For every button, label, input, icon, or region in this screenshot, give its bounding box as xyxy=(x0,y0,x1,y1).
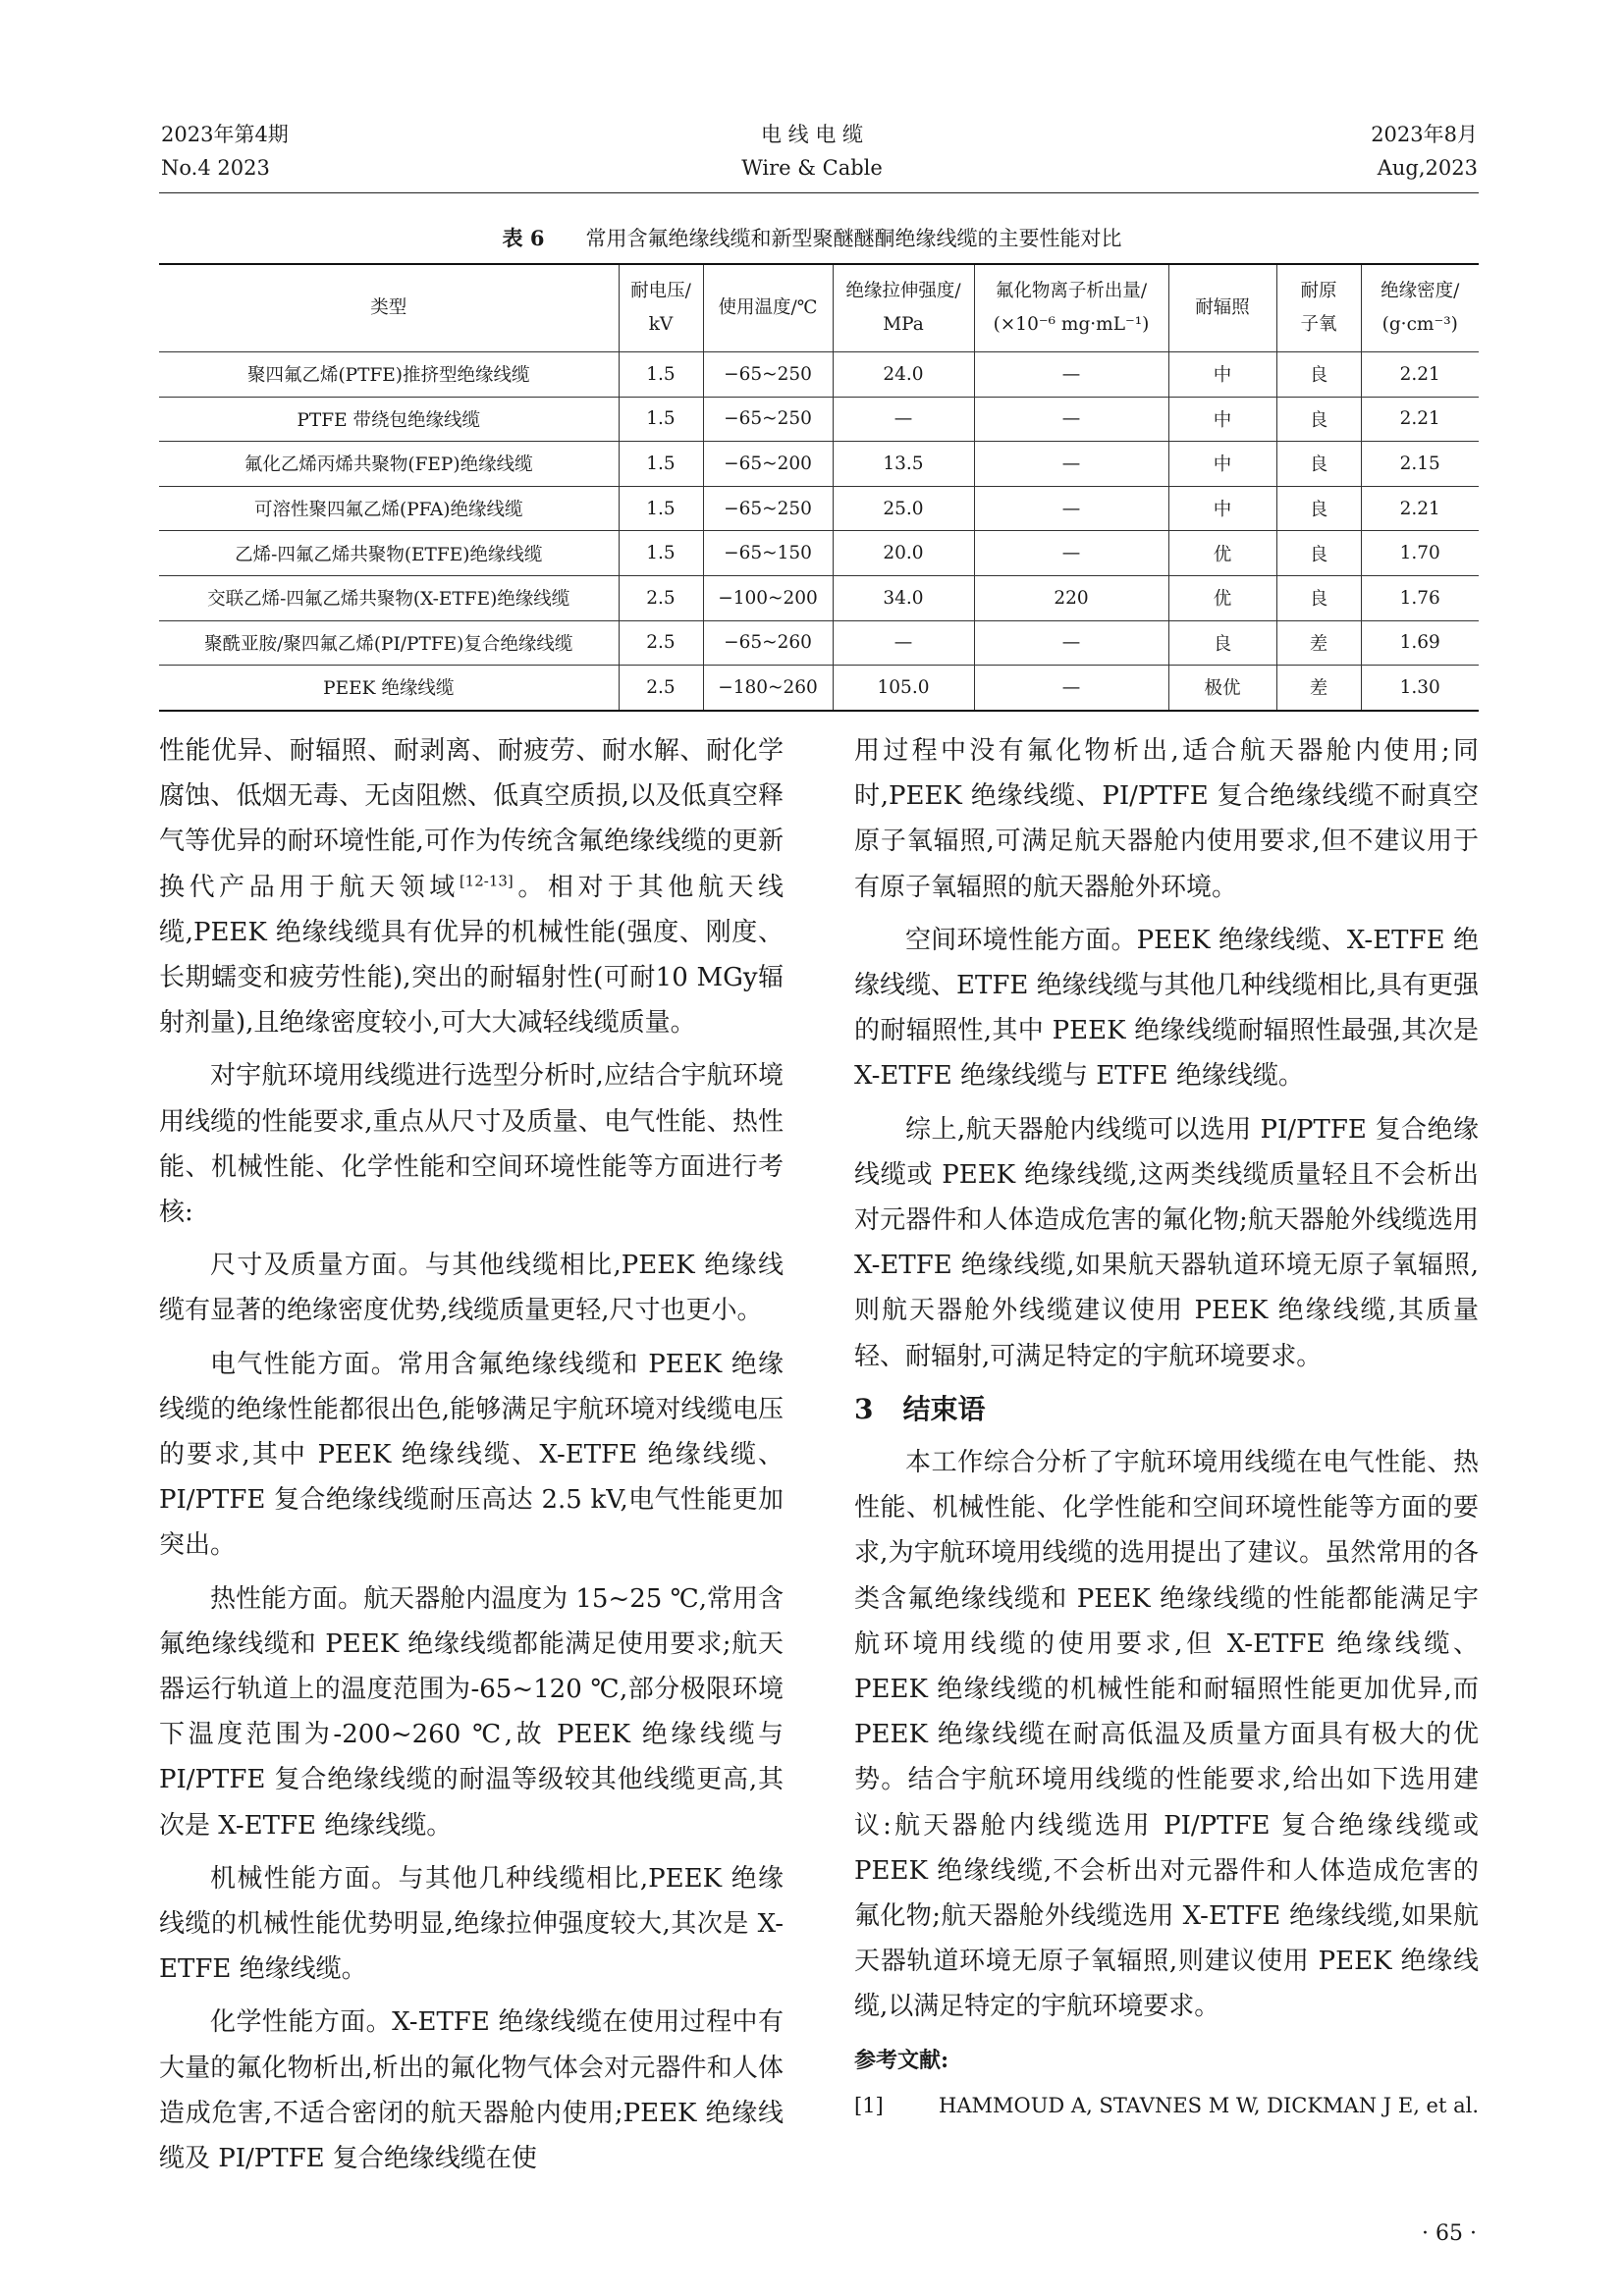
header-type: 类型 xyxy=(159,264,619,352)
cell-density: 1.69 xyxy=(1361,620,1479,666)
cell-radiation: 中 xyxy=(1168,397,1276,442)
cell-type: 乙烯-四氟乙烯共聚物(ETFE)绝缘线缆 xyxy=(159,531,619,576)
cell-type: 可溶性聚四氟乙烯(PFA)绝缘线缆 xyxy=(159,486,619,531)
reference-text: HAMMOUD A, STAVNES M W, DICKMAN J E, et al. xyxy=(939,2093,1479,2117)
paragraph: 化学性能方面。X-ETFE 绝缘线缆在使用过程中有大量的氟化物析出,析出的氟化物气体会对元器件和人体造成危害,不适合密闭的航天器舱内使用;PEEK 绝缘线缆及 PI/PTFE 复合绝缘线缆在使 xyxy=(159,2007,784,2174)
cell-voltage: 2.5 xyxy=(619,666,703,711)
cell-tensile: 24.0 xyxy=(833,352,974,398)
cell-fluoride: — xyxy=(974,486,1168,531)
cell-fluoride: — xyxy=(974,397,1168,442)
paragraph: 对宇航环境用线缆进行选型分析时,应结合宇航环境用线缆的性能要求,重点从尺寸及质量、电气性能、热性能、机械性能、化学性能和空间环境性能等方面进行考核: xyxy=(159,1061,784,1228)
paragraph: 本工作综合分析了宇航环境用线缆在电气性能、热性能、机械性能、化学性能和空间环境性能等方面的要求,为宇航环境用线缆的选用提出了建议。虽然常用的各类含氟绝缘线缆和 PEEK 绝缘线缆的性能都能满足宇航环境用线缆的使用要求,但 X-ETFE 绝缘线缆、PEEK 绝缘线缆的机械性能和耐辐照性能更加优异,而 PEEK 绝缘线缆在耐高低温及质量方面具有极大的优势。结合宇航环境用线缆的性能要求,给出如下选用建议:航天器舱内线缆选用 PI/PTFE 复合绝缘线缆或 PEEK 绝缘线缆,不会析出对元器件和人体造成危害的氟化物;航天器舱外线缆选用 X-ETFE 绝缘线缆,如果航天器轨道环境无原子氧辐照,则建议使用 PEEK 绝缘线缆,以满足特定的宇航环境要求。 xyxy=(854,1448,1479,2022)
reference-item xyxy=(854,2091,1479,2120)
cell-temperature: −65~200 xyxy=(703,442,833,487)
header-atomic-oxygen: 耐原 子氧 xyxy=(1276,264,1361,352)
cell-temperature: −180~260 xyxy=(703,666,833,711)
cell-voltage: 1.5 xyxy=(619,442,703,487)
journal-name-en: Wire & Cable xyxy=(741,156,883,180)
journal-date-cn: 2023年8月 xyxy=(1371,123,1478,146)
cell-radiation: 优 xyxy=(1168,575,1276,620)
right-column xyxy=(854,728,1479,2128)
cell-type: 交联乙烯-四氟乙烯共聚物(X-ETFE)绝缘线缆 xyxy=(159,575,619,620)
cell-atomic-oxygen: 良 xyxy=(1276,575,1361,620)
reference-number: [1] xyxy=(854,2093,884,2117)
cell-atomic-oxygen: 良 xyxy=(1276,352,1361,398)
cell-voltage: 1.5 xyxy=(619,352,703,398)
cell-density: 2.21 xyxy=(1361,352,1479,398)
cell-fluoride: — xyxy=(974,531,1168,576)
cell-density: 2.21 xyxy=(1361,486,1479,531)
cell-tensile: 105.0 xyxy=(833,666,974,711)
table-header-row xyxy=(159,264,1479,352)
table-row xyxy=(159,531,1479,576)
cell-tensile: — xyxy=(833,397,974,442)
header-rule xyxy=(159,192,1479,193)
cell-temperature: −65~150 xyxy=(703,531,833,576)
cell-radiation: 中 xyxy=(1168,442,1276,487)
cell-atomic-oxygen: 差 xyxy=(1276,666,1361,711)
performance-table xyxy=(159,263,1479,712)
cell-density: 1.30 xyxy=(1361,666,1479,711)
cell-radiation: 极优 xyxy=(1168,666,1276,711)
cell-atomic-oxygen: 差 xyxy=(1276,620,1361,666)
section-number: 3 xyxy=(854,1392,874,1425)
paragraph: 性能优异、耐辐照、耐剥离、耐疲劳、耐水解、耐化学腐蚀、低烟无毒、无卤阻燃、低真空质损,以及低真空释气等优异的耐环境性能,可作为传统含氟绝缘线缆的更新换代产品用于航天领域[12-13]。相对于其他航天线缆,PEEK 绝缘线缆具有优异的机械性能(强度、刚度、长期蠕变和疲劳性能),突出的耐辐射性(可耐10 MGy辐射剂量),且绝缘密度较小,可大大减轻线缆质量。 xyxy=(159,736,784,1039)
section-title: 结束语 xyxy=(902,1392,986,1425)
paragraph: 热性能方面。航天器舱内温度为 15~25 ℃,常用含氟绝缘线缆和 PEEK 绝缘线缆都能满足使用要求;航天器运行轨道上的温度范围为-65~120 ℃,部分极限环境下温度范围为-200~260 ℃,故 PEEK 绝缘线缆与 PI/PTFE 复合绝缘线缆的耐温等级较其他线缆更高,其次是 X-ETFE 绝缘线缆。 xyxy=(159,1583,784,1841)
cell-fluoride: — xyxy=(974,442,1168,487)
table-row xyxy=(159,575,1479,620)
left-column xyxy=(159,728,784,2189)
table-row xyxy=(159,352,1479,398)
paragraph: 机械性能方面。与其他几种线缆相比,PEEK 绝缘线缆的机械性能优势明显,绝缘拉伸强度较大,其次是 X-ETFE 绝缘线缆。 xyxy=(159,1863,784,1985)
cell-temperature: −65~250 xyxy=(703,352,833,398)
cell-type: 聚四氟乙烯(PTFE)推挤型绝缘线缆 xyxy=(159,352,619,398)
header-radiation-resistance: 耐辐照 xyxy=(1168,264,1276,352)
cell-fluoride: — xyxy=(974,620,1168,666)
references-heading: 参考文献: xyxy=(854,2047,949,2073)
cell-temperature: −100~200 xyxy=(703,575,833,620)
paragraph: 用过程中没有氟化物析出,适合航天器舱内使用;同时,PEEK 绝缘线缆、PI/PTFE 复合绝缘线缆不耐真空原子氧辐照,可满足航天器舱内使用要求,但不建议用于有原子氧辐照的航天器舱外环境。 xyxy=(854,736,1479,902)
table-row xyxy=(159,442,1479,487)
cell-radiation: 良 xyxy=(1168,620,1276,666)
journal-date xyxy=(1371,118,1478,185)
cell-atomic-oxygen: 良 xyxy=(1276,531,1361,576)
cell-voltage: 2.5 xyxy=(619,575,703,620)
cell-radiation: 优 xyxy=(1168,531,1276,576)
cell-tensile: — xyxy=(833,620,974,666)
cell-voltage: 1.5 xyxy=(619,397,703,442)
table-row xyxy=(159,397,1479,442)
paragraph: 空间环境性能方面。PEEK 绝缘线缆、X-ETFE 绝缘线缆、ETFE 绝缘线缆与其他几种线缆相比,具有更强的耐辐照性,其中 PEEK 绝缘线缆耐辐照性最强,其次是 X-ETFE 绝缘线缆与 ETFE 绝缘线缆。 xyxy=(854,925,1479,1092)
header-voltage: 耐电压/ kV xyxy=(619,264,703,352)
paragraph: 尺寸及质量方面。与其他线缆相比,PEEK 绝缘线缆有显著的绝缘密度优势,线缆质量更轻,尺寸也更小。 xyxy=(159,1251,784,1326)
page-number: · 65 · xyxy=(1422,2221,1477,2246)
cell-type: 聚酰亚胺/聚四氟乙烯(PI/PTFE)复合绝缘线缆 xyxy=(159,620,619,666)
journal-issue-cn: 2023年第4期 xyxy=(161,123,289,146)
cell-tensile: 34.0 xyxy=(833,575,974,620)
cell-fluoride: 220 xyxy=(974,575,1168,620)
cell-temperature: −65~260 xyxy=(703,620,833,666)
cell-type: PTFE 带绕包绝缘线缆 xyxy=(159,397,619,442)
section-heading xyxy=(854,1387,1479,1432)
header-tensile-strength: 绝缘拉伸强度/ MPa xyxy=(833,264,974,352)
cell-tensile: 13.5 xyxy=(833,442,974,487)
cell-tensile: 25.0 xyxy=(833,486,974,531)
table-number: 表 6 xyxy=(502,226,545,250)
header-density: 绝缘密度/ (g·cm⁻³) xyxy=(1361,264,1479,352)
paragraph: 综上,航天器舱内线缆可以选用 PI/PTFE 复合绝缘线缆或 PEEK 绝缘线缆,这两类线缆质量轻且不会析出对元器件和人体造成危害的氟化物;航天器舱外线缆选用 X-ETFE 绝缘线缆,如果航天器轨道环境无原子氧辐照,则航天器舱外线缆建议使用 PEEK 绝缘线缆,其质量轻、耐辐射,可满足特定的宇航环境要求。 xyxy=(854,1114,1479,1371)
header-fluoride-release: 氟化物离子析出量/ (×10⁻⁶ mg·mL⁻¹) xyxy=(974,264,1168,352)
cell-density: 1.70 xyxy=(1361,531,1479,576)
cell-density: 1.76 xyxy=(1361,575,1479,620)
cell-atomic-oxygen: 良 xyxy=(1276,442,1361,487)
cell-fluoride: — xyxy=(974,352,1168,398)
cell-radiation: 中 xyxy=(1168,486,1276,531)
journal-issue-en: No.4 2023 xyxy=(161,156,270,180)
journal-name-cn: 电 线 电 缆 xyxy=(760,123,864,146)
cell-density: 2.21 xyxy=(1361,397,1479,442)
cell-type: PEEK 绝缘线缆 xyxy=(159,666,619,711)
cell-fluoride: — xyxy=(974,666,1168,711)
cell-voltage: 1.5 xyxy=(619,486,703,531)
cell-atomic-oxygen: 良 xyxy=(1276,486,1361,531)
table-row xyxy=(159,620,1479,666)
paragraph: 电气性能方面。常用含氟绝缘线缆和 PEEK 绝缘线缆的绝缘性能都很出色,能够满足宇航环境对线缆电压的要求,其中 PEEK 绝缘线缆、X-ETFE 绝缘线缆、PI/PTFE 复合绝缘线缆耐压高达 2.5 kV,电气性能更加突出。 xyxy=(159,1349,784,1561)
cell-atomic-oxygen: 良 xyxy=(1276,397,1361,442)
journal-date-en: Aug,2023 xyxy=(1377,156,1478,180)
cell-voltage: 2.5 xyxy=(619,620,703,666)
cell-voltage: 1.5 xyxy=(619,531,703,576)
header-temperature: 使用温度/℃ xyxy=(703,264,833,352)
table-caption xyxy=(0,223,1624,252)
table-title: 常用含氟绝缘线缆和新型聚醚醚酮绝缘线缆的主要性能对比 xyxy=(585,227,1122,250)
cell-type: 氟化乙烯丙烯共聚物(FEP)绝缘线缆 xyxy=(159,442,619,487)
table-row xyxy=(159,486,1479,531)
citation: [12-13] xyxy=(459,871,514,889)
cell-tensile: 20.0 xyxy=(833,531,974,576)
cell-temperature: −65~250 xyxy=(703,486,833,531)
cell-temperature: −65~250 xyxy=(703,397,833,442)
cell-radiation: 中 xyxy=(1168,352,1276,398)
cell-density: 2.15 xyxy=(1361,442,1479,487)
table-row xyxy=(159,666,1479,711)
